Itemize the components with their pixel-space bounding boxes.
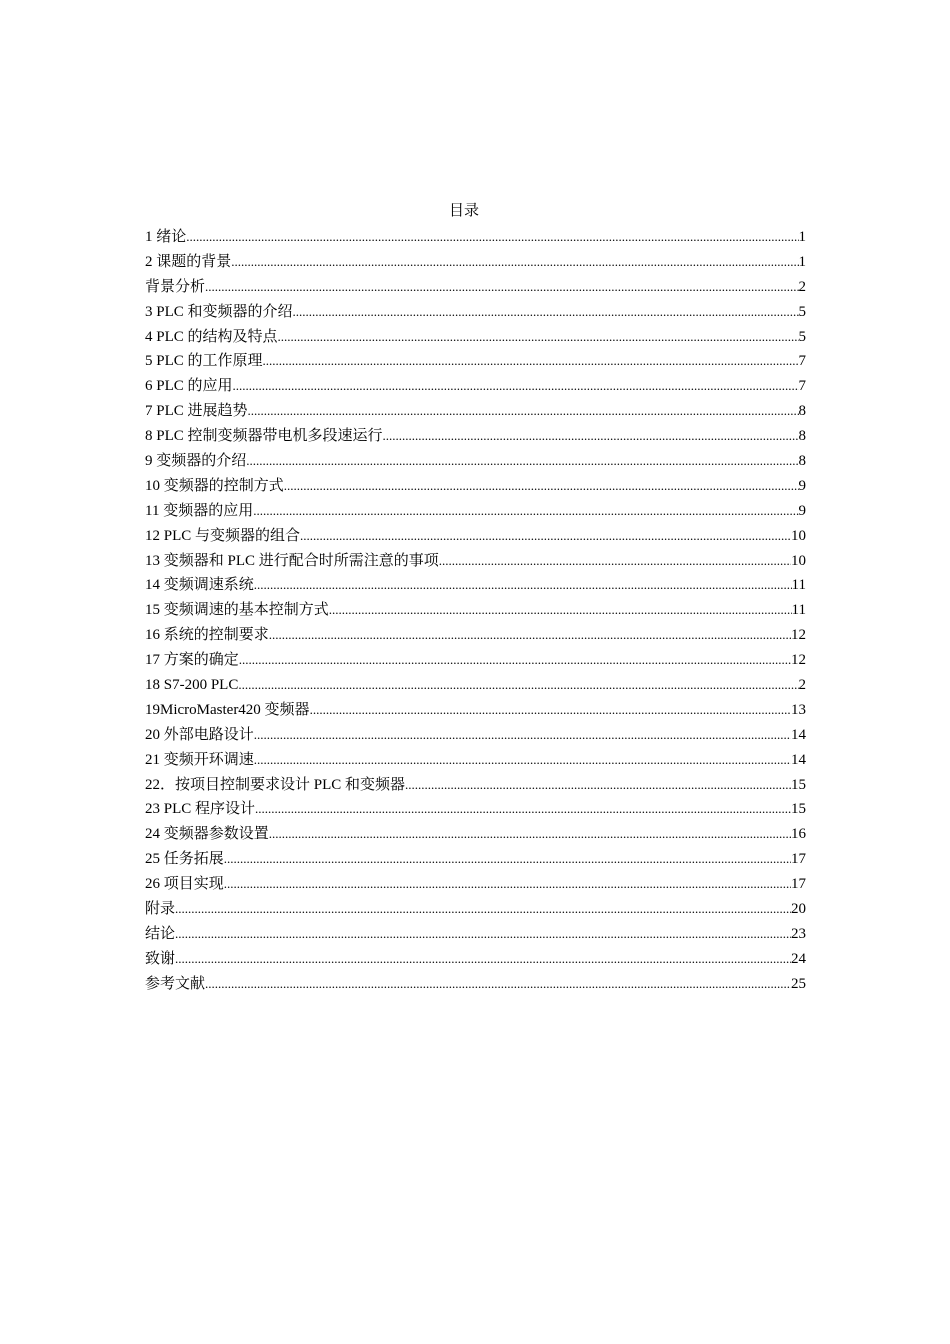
toc-entry-page: 14 <box>791 751 806 768</box>
toc-entry-label: 10 变频器的控制方式 <box>145 477 284 494</box>
toc-entry-label: 22．按项目控制要求设计 PLC 和变频器 <box>145 776 406 793</box>
toc-entry[interactable] <box>145 698 806 723</box>
toc-entry-label: 参考文献 <box>145 975 206 992</box>
toc-dot-leader <box>293 300 799 325</box>
toc-entry[interactable] <box>145 250 806 275</box>
toc-entry-label: 17 方案的确定 <box>145 652 239 669</box>
toc-entry-page: 17 <box>791 851 806 868</box>
toc-dot-leader <box>205 275 798 300</box>
toc-dot-leader <box>205 972 791 997</box>
toc-dot-leader <box>239 648 791 673</box>
toc-entry[interactable] <box>145 872 806 897</box>
toc-entry-page: 11 <box>791 577 806 594</box>
toc-entry-page: 10 <box>791 527 806 544</box>
toc-dot-leader <box>175 897 791 922</box>
toc-entry[interactable] <box>145 424 806 449</box>
toc-dot-leader <box>254 748 791 773</box>
toc-dot-leader <box>231 250 798 275</box>
toc-dot-leader <box>300 524 791 549</box>
toc-entry[interactable] <box>145 524 806 549</box>
toc-entry-page: 1 <box>798 229 806 245</box>
toc-entry[interactable] <box>145 847 806 872</box>
toc-entry-label: 8 PLC 控制变频器带电机多段速运行 <box>145 428 383 445</box>
toc-entry-page: 8 <box>798 453 806 470</box>
toc-entry[interactable] <box>145 897 806 922</box>
toc-entry-page: 8 <box>798 403 806 420</box>
toc-entry-label: 背景分析 <box>145 278 206 295</box>
toc-entry[interactable] <box>145 225 806 250</box>
toc-entry[interactable] <box>145 549 806 574</box>
toc-entry-label: 4 PLC 的结构及特点 <box>145 328 278 345</box>
toc-dot-leader <box>284 474 799 499</box>
toc-entry-page: 25 <box>791 975 806 992</box>
toc-entry[interactable] <box>145 449 806 474</box>
toc-entry-page: 12 <box>791 652 806 669</box>
toc-entry[interactable] <box>145 474 806 499</box>
toc-entry-label: 6 PLC 的应用 <box>145 378 233 395</box>
toc-entry-page: 7 <box>798 378 806 395</box>
toc-dot-leader <box>269 623 791 648</box>
toc-entry-label: 3 PLC 和变频器的介绍 <box>145 303 293 320</box>
toc-dot-leader <box>255 797 791 822</box>
toc-entry-label: 24 变频器参数设置 <box>145 826 269 843</box>
toc-entry-page: 17 <box>791 876 806 893</box>
toc-dot-leader <box>186 225 798 250</box>
toc-dot-leader <box>310 698 791 723</box>
toc-entry[interactable] <box>145 573 806 598</box>
toc-entry-label: 26 项目实现 <box>145 876 224 893</box>
toc-entry-page: 23 <box>791 925 806 942</box>
toc-entry[interactable] <box>145 598 806 623</box>
toc-entry[interactable] <box>145 300 806 325</box>
toc-entry-label: 16 系统的控制要求 <box>145 627 269 644</box>
toc-entry-page: 2 <box>798 677 806 694</box>
toc-dot-leader <box>405 773 791 798</box>
toc-dot-leader <box>254 723 791 748</box>
toc-entry-label: 致谢 <box>145 950 176 967</box>
toc-entry-label: 23 PLC 程序设计 <box>145 801 256 818</box>
toc-dot-leader <box>254 573 792 598</box>
toc-dot-leader <box>175 947 791 972</box>
toc-entry-label: 25 任务拓展 <box>145 851 224 868</box>
toc-entry-page: 14 <box>791 726 806 743</box>
toc-entry[interactable] <box>145 399 806 424</box>
toc-entry-label: 2 课题的背景 <box>145 253 232 270</box>
toc-entry[interactable] <box>145 673 806 698</box>
toc-entry[interactable] <box>145 623 806 648</box>
toc-dot-leader <box>233 374 799 399</box>
toc-entry[interactable] <box>145 797 806 822</box>
toc-dot-leader <box>224 872 791 897</box>
toc-entry-page: 1 <box>798 253 806 270</box>
toc-dot-leader <box>278 325 799 350</box>
toc-entry-page: 16 <box>791 826 806 843</box>
toc-entry[interactable] <box>145 374 806 399</box>
toc-title: 目录 <box>448 203 479 219</box>
toc-entry-label: 13 变频器和 PLC 进行配合时所需注意的事项 <box>145 552 439 569</box>
toc-entry-page: 15 <box>791 776 806 793</box>
toc-entry[interactable] <box>145 748 806 773</box>
toc-entry-page: 2 <box>798 278 806 295</box>
toc-entry-page: 5 <box>798 328 806 345</box>
toc-entry-page: 24 <box>791 950 806 967</box>
toc-entry[interactable] <box>145 275 806 300</box>
toc-entry-label: 5 PLC 的工作原理 <box>145 353 263 370</box>
toc-dot-leader <box>269 822 791 847</box>
toc-dot-leader <box>439 549 791 574</box>
toc-entry-page: 12 <box>791 627 806 644</box>
toc-entry-label: 20 外部电路设计 <box>145 726 254 743</box>
toc-entry-page: 7 <box>798 353 806 370</box>
toc-dot-leader <box>238 673 798 698</box>
toc-entry[interactable] <box>145 822 806 847</box>
toc-entry-label: 1 绪论 <box>145 229 187 245</box>
toc-entry-label: 附录 <box>145 901 176 918</box>
toc-entry-page: 9 <box>798 502 806 519</box>
toc-entry-label: 21 变频开环调速 <box>145 751 254 768</box>
toc-dot-leader <box>224 847 791 872</box>
toc-entry-page: 10 <box>791 552 806 569</box>
toc-entry-label: 结论 <box>145 925 176 942</box>
toc-list <box>145 225 806 997</box>
toc-entry[interactable] <box>145 773 806 798</box>
toc-entry-label: 18 S7-200 PLC <box>145 677 239 694</box>
toc-entry-label: 12 PLC 与变频器的组合 <box>145 527 301 544</box>
toc-dot-leader <box>383 424 799 449</box>
toc-entry[interactable] <box>145 723 806 748</box>
toc-entry[interactable] <box>145 922 806 947</box>
toc-dot-leader <box>329 598 792 623</box>
toc-entry-page: 15 <box>791 801 806 818</box>
toc-entry[interactable] <box>145 648 806 673</box>
toc-dot-leader <box>248 399 799 424</box>
toc-entry[interactable] <box>145 349 806 374</box>
toc-dot-leader <box>263 349 799 374</box>
toc-entry-label: 19MicroMaster420 变频器 <box>145 701 310 718</box>
toc-entry-label: 15 变频调速的基本控制方式 <box>145 602 329 619</box>
toc-entry-page: 5 <box>798 303 806 320</box>
toc-dot-leader <box>253 499 798 524</box>
toc-entry-page: 13 <box>791 701 806 718</box>
toc-entry-label: 11 变频器的应用 <box>145 502 254 519</box>
toc-entry-page: 8 <box>798 428 806 445</box>
toc-entry-label: 7 PLC 进展趋势 <box>145 403 248 420</box>
toc-entry-page: 9 <box>798 477 806 494</box>
toc-entry[interactable] <box>145 972 806 997</box>
toc-entry-page: 20 <box>791 901 806 918</box>
toc-entry-label: 9 变频器的介绍 <box>145 453 247 470</box>
toc-entry-label: 14 变频调速系统 <box>145 577 254 594</box>
toc-entry-page: 11 <box>791 602 806 619</box>
toc-entry[interactable] <box>145 947 806 972</box>
toc-entry[interactable] <box>145 499 806 524</box>
toc-entry[interactable] <box>145 325 806 350</box>
toc-dot-leader <box>175 922 791 947</box>
toc-dot-leader <box>246 449 798 474</box>
